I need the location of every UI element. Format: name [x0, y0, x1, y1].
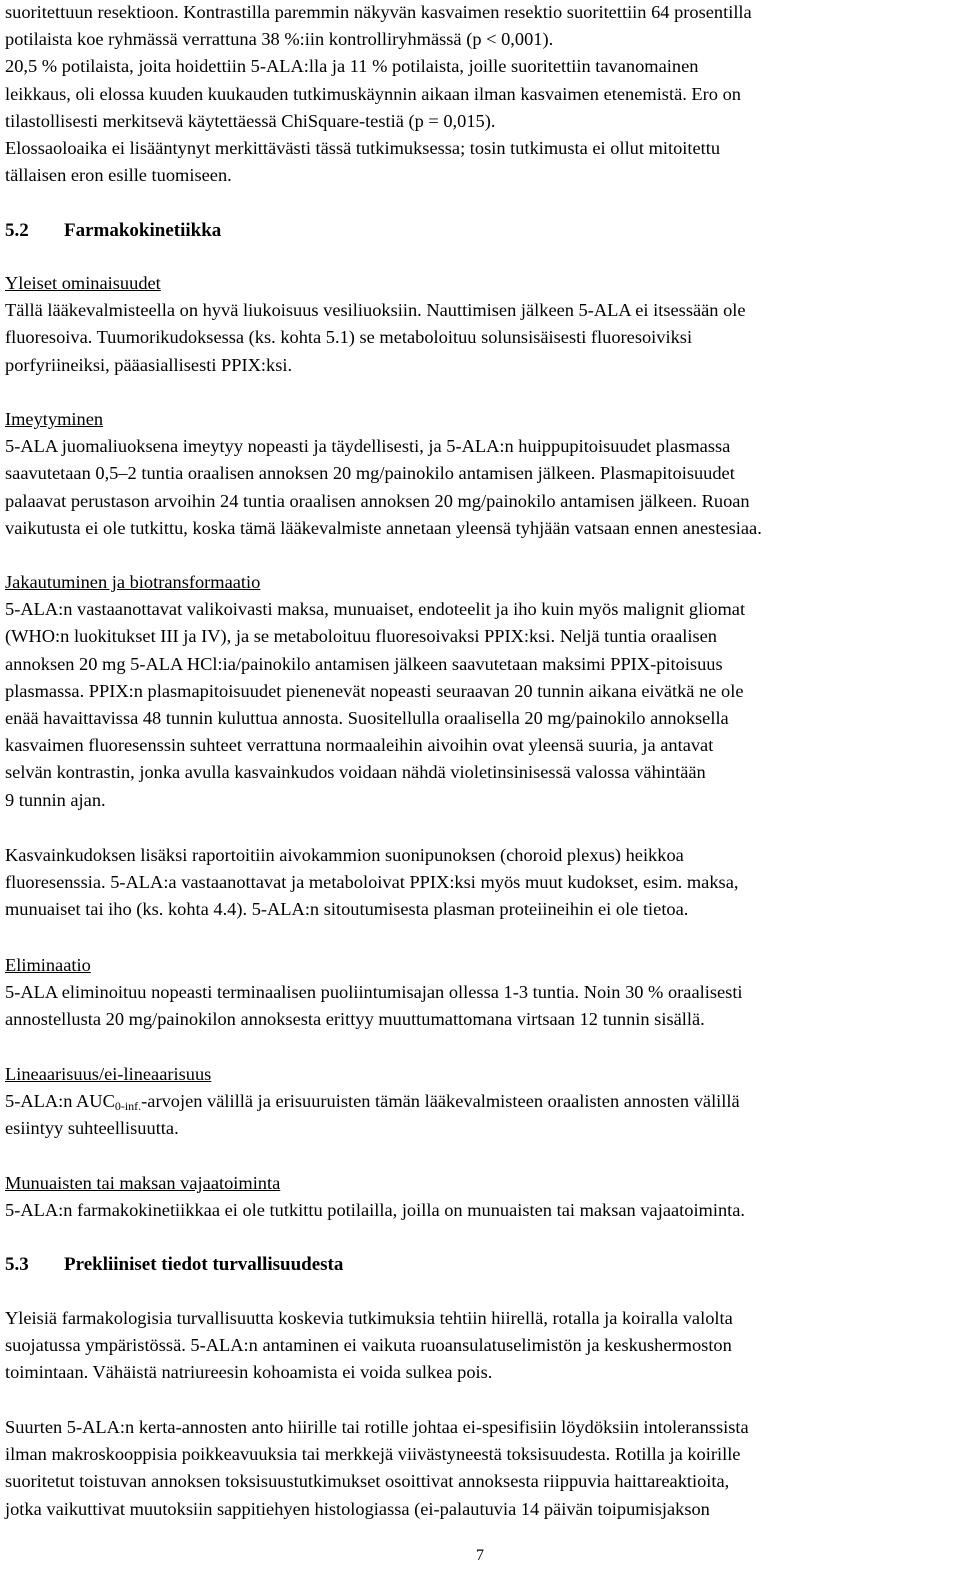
- text-line: tilastollisesti merkitsevä käytettäessä ChiSquare-testiä (p = 0,015).: [5, 110, 496, 131]
- text-line: annoksen 20 mg 5-ALA HCl:ia/painokilo antamisen jälkeen saavutetaan maksimi PPIX-pitoisuus: [5, 653, 723, 674]
- text-line: 5-ALA juomaliuoksena imeytyy nopeasti ja täydellisesti, ja 5-ALA:n huippupitoisuudet plasmassa: [5, 436, 731, 457]
- elimination-section: [5, 952, 743, 1034]
- text-line: 5-ALA eliminoituu nopeasti terminaalisen puoliintumisajan ollessa 1-3 tuntia. Noin 30 % oraalisesti: [5, 982, 743, 1003]
- text-line: 5-ALA:n $AUC_{0-inf.}$-arvojen välillä ja erisuuruisten tämän lääkevalmisteen oraalisten annosten välillä: [5, 1091, 740, 1114]
- preclinical-paragraph-2: [5, 1414, 749, 1523]
- text-line: Elossaoloaika ei lisääntynyt merkittävästi tässä tutkimuksessa; tosin tutkimusta ei ollut mitoitettu: [5, 138, 721, 159]
- subsection-heading: Jakautuminen ja biotransformaatio: [5, 572, 261, 592]
- preclinical-paragraph-1: [5, 1305, 733, 1387]
- text-line: munuaiset tai iho (ks. kohta 4.4). 5-ALA:n sitoutumisesta plasman proteiineihin ei ole tietoa.: [5, 899, 689, 920]
- text-line: saavutetaan 0,5–2 tuntia oraalisen annoksen 20 mg/painokilo antamisen jälkeen. Plasmapitoisuudet: [5, 463, 735, 484]
- text-line: fluoresoiva. Tuumorikudoksessa (ks. kohta 5.1) se metaboloituu solunsisäisesti fluoresoiviksi: [5, 327, 693, 348]
- text-line: 9 tunnin ajan.: [5, 789, 106, 810]
- general-properties-section: [5, 270, 746, 379]
- text-line: annostellusta 20 mg/painokilon annoksesta erittyy muuttumattomana virtsaan 12 tunnin sisällä.: [5, 1009, 705, 1030]
- subsection-heading: Yleiset ominaisuudet: [5, 273, 161, 293]
- text-line: porfyriineiksi, pääasiallisesti PPIX:ksi.: [5, 354, 293, 375]
- text-line: plasmassa. PPIX:n plasmapitoisuudet pienenevät nopeasti seuraavan 20 tunnin aikana eivätkä ne ole: [5, 680, 744, 701]
- text-line: leikkaus, oli elossa kuuden kuukauden tutkimuskäynnin aikaan ilman kasvaimen etenemistä. Ero on: [5, 83, 741, 104]
- subsection-heading: Lineaarisuus/ei-lineaarisuus: [5, 1064, 212, 1084]
- text-line: suoritettuun resektioon. Kontrastilla paremmin näkyvän kasvaimen resektio suoritettiin 64 prosentilla: [5, 2, 752, 22]
- text-line: 5-ALA:n farmakokinetiikkaa ei ole tutkittu potilailla, joilla on munuaisten tai maksan vajaatoiminta.: [5, 1200, 746, 1221]
- text-line: suojatussa ympäristössä. 5-ALA:n antaminen ei vaikuta ruoansulatuselimistön ja keskushermoston: [5, 1335, 732, 1356]
- section-5-3-heading: [5, 1251, 343, 1278]
- section-number: 5.2: [5, 220, 29, 241]
- subscript: 0-inf.: [114, 1099, 142, 1114]
- intro-paragraph: [5, 0, 752, 189]
- text-line: potilaista koe ryhmässä verrattuna 38 %:iin kontrolliryhmässä (p < 0,001).: [5, 29, 554, 50]
- text-line: kasvaimen fluoresenssin suhteet verrattuna normaaleihin aivoihin ovat yleensä suuria, ja antavat: [5, 735, 714, 756]
- text-line: tällaisen eron esille tuomiseen.: [5, 165, 232, 186]
- text-line: suoritetut toistuvan annoksen toksisuustutkimukset osoittivat annoksesta riippuvia haittareaktioita,: [5, 1471, 730, 1492]
- renal-hepatic-section: [5, 1170, 745, 1224]
- text-line: 5-ALA:n vastaanottavat valikoivasti maksa, munuaiset, endoteelit ja iho kuin myös malignit gliomat: [5, 599, 746, 620]
- subsection-heading: Eliminaatio: [5, 955, 91, 975]
- text-line: 20,5 % potilaista, joita hoidettiin 5-ALA:lla ja 11 % potilaista, joille suoritettiin tavanomainen: [5, 56, 699, 77]
- absorption-section: [5, 406, 762, 542]
- text-line: ilman makroskooppisia poikkeavuuksia tai merkkejä viivästyneestä toksisuudesta. Rotilla ja koirille: [5, 1444, 741, 1465]
- text-line: fluoresenssia. 5-ALA:a vastaanottavat ja metaboloivat PPIX:ksi myös muut kudokset, esim. maksa,: [5, 872, 739, 893]
- section-number: 5.3: [5, 1254, 29, 1275]
- text-line: Suurten 5-ALA:n kerta-annosten anto hiirille tai rotille johtaa ei-spesifisiin löydöksiin intoleranssista: [5, 1417, 749, 1437]
- text-line: toimintaan. Vähäistä natriureesin kohoamista ei voida sulkea pois.: [5, 1362, 493, 1383]
- text-line: vaikutusta ei ole tutkittu, koska tämä lääkevalmiste annetaan yleensä tyhjään vatsaan ennen anestesiaa.: [5, 517, 762, 538]
- subsection-heading: Munuaisten tai maksan vajaatoiminta: [5, 1173, 281, 1193]
- section-title: Prekliiniset tiedot turvallisuudesta: [64, 1254, 344, 1275]
- subsection-heading: Imeytyminen: [5, 409, 104, 429]
- text-line: palaavat perustason arvoihin 24 tuntia oraalisen annoksen 20 mg/painokilo antamisen jälkeen. Ruoan: [5, 490, 750, 511]
- distribution-paragraph-2: [5, 842, 738, 924]
- distribution-section: [5, 569, 745, 814]
- section-title: Farmakokinetiikka: [64, 220, 222, 241]
- text-line: selvän kontrastin, jonka avulla kasvainkudos voidaan nähdä violetinsinisessä valossa vähintään: [5, 762, 706, 783]
- text-line: (WHO:n luokitukset III ja IV), ja se metaboloituu fluoresoivaksi PPIX:ksi. Neljä tuntia oraalisen: [5, 626, 717, 647]
- text-line: esiintyy suhteellisuutta.: [5, 1118, 179, 1139]
- text-line: Yleisiä farmakologisia turvallisuutta koskevia tutkimuksia tehtiin hiirellä, rotalla ja koiralla valolta: [5, 1308, 733, 1328]
- text-line: Tällä lääkevalmisteella on hyvä liukoisuus vesiliuoksiin. Nauttimisen jälkeen 5-ALA ei itsessään ole: [5, 300, 746, 321]
- text-line: jotka vaikuttivat muutoksiin sappitiehyen histologiassa (ei-palautuvia 14 päivän toipumisjakson: [5, 1498, 710, 1519]
- text-line: Kasvainkudoksen lisäksi raportoitiin aivokammion suonipunoksen (choroid plexus) heikkoa: [5, 845, 684, 865]
- text-line: enää havaittavissa 48 tunnin kuluttua annosta. Suositellulla oraalisella 20 mg/painokilo annoksella: [5, 708, 729, 729]
- linearity-section: [5, 1061, 740, 1143]
- section-5-2-heading: [5, 217, 221, 244]
- page-number: 7: [476, 1547, 484, 1564]
